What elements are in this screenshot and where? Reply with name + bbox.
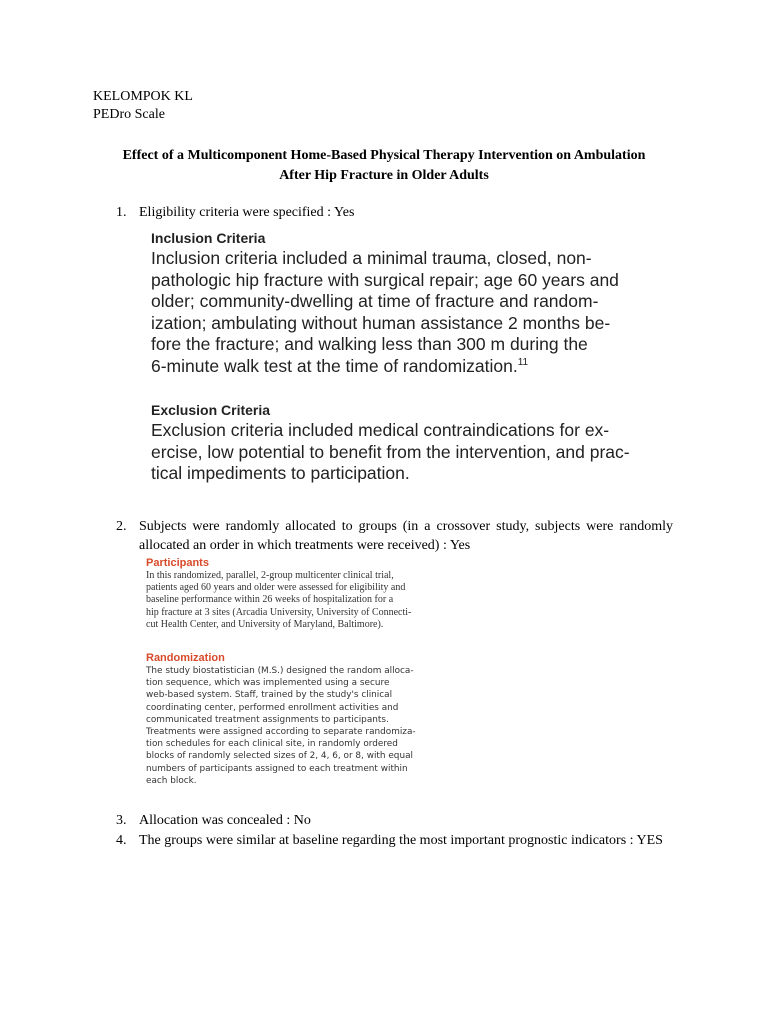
article-title-line-1: Effect of a Multicomponent Home-Based Physical Therapy Intervention on Ambulation: [122, 148, 646, 163]
item-2-text: Subjects were randomly allocated to groups (in a crossover study, subjects were randomly allocated an order in which treatments were received) : Yes: [139, 519, 673, 553]
inclusion-heading: Inclusion Criteria: [151, 230, 266, 246]
article-title-line-2: After Hip Fracture in Older Adults: [279, 168, 489, 183]
participants-line: patients aged 60 years and older were assessed for eligibility and: [146, 582, 406, 594]
exclusion-line: ercise, low potential to benefit from the intervention, and prac-: [151, 441, 630, 462]
item-4-number: 4.: [116, 833, 127, 848]
randomization-excerpt: [146, 652, 440, 787]
exclusion-heading: Exclusion Criteria: [151, 402, 271, 418]
inclusion-line: older; community-dwelling at time of fracture and random-: [151, 291, 599, 312]
inclusion-line: pathologic hip fracture with surgical repair; age 60 years and: [151, 269, 619, 290]
randomization-line: tion sequence, which was implemented using a secure: [146, 678, 390, 689]
item-1-number: 1.: [116, 205, 127, 220]
inclusion-line-text: 6-minute walk test at the time of randomization.: [151, 355, 518, 376]
randomization-line: numbers of participants assigned to each treatment within: [146, 763, 408, 774]
item-2-number: 2.: [116, 519, 127, 534]
exclusion-line: tical impediments to participation.: [151, 463, 410, 484]
citation-superscript: 11: [517, 357, 529, 369]
randomization-line: tion schedules for each clinical site, in randomly ordered: [146, 739, 398, 750]
inclusion-line: ization; ambulating without human assistance 2 months be-: [151, 312, 611, 333]
participants-line: hip fracture at 3 sites (Arcadia University, University of Connecti-: [146, 606, 412, 618]
randomization-line: communicated treatment assignments to participants.: [146, 714, 389, 725]
participants-excerpt: [146, 557, 440, 631]
inclusion-line-last: [151, 356, 619, 378]
randomization-line: blocks of randomly selected sizes of 2, 4, 6, or 8, with equal: [146, 751, 413, 762]
exclusion-line: Exclusion criteria included medical contraindications for ex-: [151, 420, 610, 440]
randomization-line: The study biostatistician (M.S.) designed the random alloca-: [146, 666, 414, 676]
participants-line: baseline performance within 26 weeks of hospitalization for a: [146, 594, 394, 606]
inclusion-criteria-excerpt: [151, 230, 619, 378]
inclusion-line: fore the fracture; and walking less than 300 m during the: [151, 334, 588, 355]
item-3-number: 3.: [116, 813, 127, 828]
participants-line: In this randomized, parallel, 2-group multicenter clinical trial,: [146, 570, 394, 581]
randomization-heading: Randomization: [146, 652, 225, 664]
scale-name: PEDro Scale: [93, 107, 165, 122]
inclusion-line: Inclusion criteria included a minimal trauma, closed, non-: [151, 248, 592, 268]
participants-line: cut Health Center, and University of Maryland, Baltimore).: [146, 618, 384, 630]
item-4-text: The groups were similar at baseline regarding the most important prognostic indicators : YES: [139, 833, 663, 848]
exclusion-criteria-excerpt: [151, 402, 630, 485]
participants-heading: Participants: [146, 557, 209, 569]
item-3-text: Allocation was concealed : No: [139, 813, 311, 828]
item-1-text: Eligibility criteria were specified : Yes: [139, 205, 355, 220]
randomization-line: coordinating center, performed enrollment activities and: [146, 702, 399, 713]
randomization-line: each block.: [146, 775, 197, 786]
group-name: KELOMPOK KL: [93, 89, 193, 104]
randomization-line: web-based system. Staff, trained by the study's clinical: [146, 690, 393, 701]
randomization-line: Treatments were assigned according to separate randomiza-: [146, 727, 416, 738]
